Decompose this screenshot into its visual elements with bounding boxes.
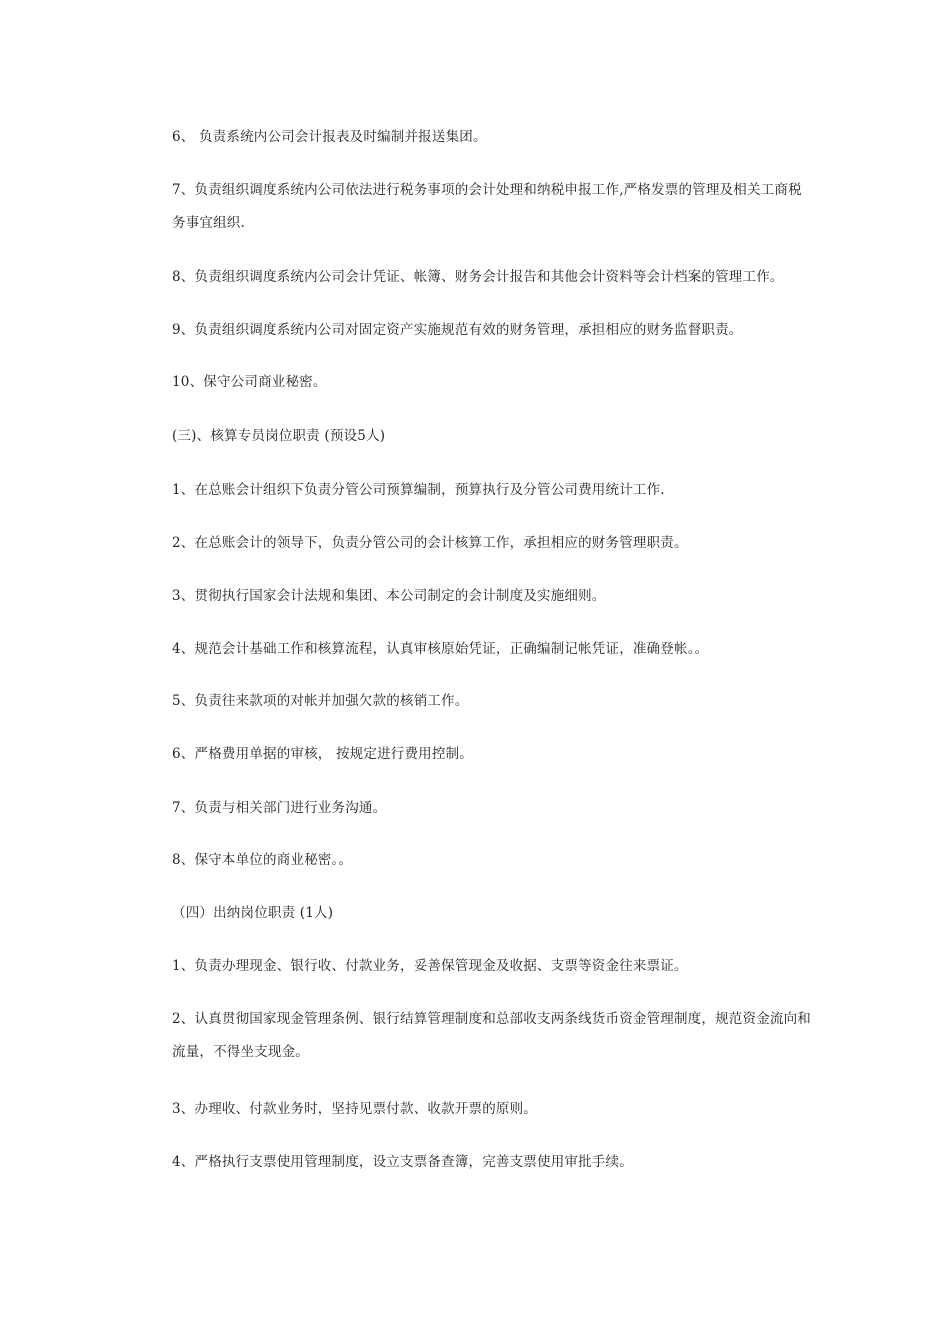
paragraph-line: 4、严格执行支票使用管理制度，设立支票备查簿，完善支票使用审批手续。 <box>172 1154 633 1170</box>
paragraph-line: 8、负责组织调度系统内公司会计凭证、帐簿、财务会计报告和其他会计资料等会计档案的管理工作。 <box>172 269 784 285</box>
paragraph-line: 3、贯彻执行国家会计法规和集团、本公司制定的会计制度及实施细则。 <box>172 588 606 604</box>
paragraph-line: 4、规范会计基础工作和核算流程，认真审核原始凭证，正确编制记帐凭证，准确登帐。。 <box>172 641 709 657</box>
section-heading: (三)、核算专员岗位职责 (预设5人) <box>172 428 386 444</box>
paragraph-line: 8、保守本单位的商业秘密。。 <box>172 852 353 868</box>
paragraph-line: 7、负责与相关部门进行业务沟通。 <box>172 800 387 816</box>
paragraph-line: 3、办理收、付款业务时，坚持见票付款、收款开票的原则。 <box>172 1101 537 1117</box>
paragraph-line: 1、在总账会计组织下负责分管公司预算编制，预算执行及分管公司费用统计工作. <box>172 482 665 498</box>
paragraph-line: 2、在总账会计的领导下，负责分管公司的会计核算工作，承担相应的财务管理职责。 <box>172 535 688 551</box>
paragraph-line: 2、认真贯彻国家现金管理条例、银行结算管理制度和总部收支两条线货币资金管理制度，规范资金流向和流量，不得坐支现金。 <box>172 1011 811 1060</box>
paragraph-line: 1、负责办理现金、银行收、付款业务，妥善保管现金及收据、支票等资金往来票证。 <box>172 958 688 974</box>
paragraph-line: 5、负责往来款项的对帐并加强欠款的核销工作。 <box>172 693 469 709</box>
paragraph-line: 6、 负责系统内公司会计报表及时编制并报送集团。 <box>172 129 487 145</box>
paragraph-line: 7、负责组织调度系统内公司依法进行税务事项的会计处理和纳税申报工作,严格发票的管理及相关工商税务事宜组织. <box>172 182 802 231</box>
paragraph-line: 6、严格费用单据的审核， 按规定进行费用控制。 <box>172 746 473 762</box>
section-heading: （四）出纳岗位职责 (1人) <box>172 905 334 921</box>
paragraph-line: 9、负责组织调度系统内公司对固定资产实施规范有效的财务管理，承担相应的财务监督职责。 <box>172 322 743 338</box>
paragraph-line: 10、保守公司商业秘密。 <box>172 374 327 390</box>
